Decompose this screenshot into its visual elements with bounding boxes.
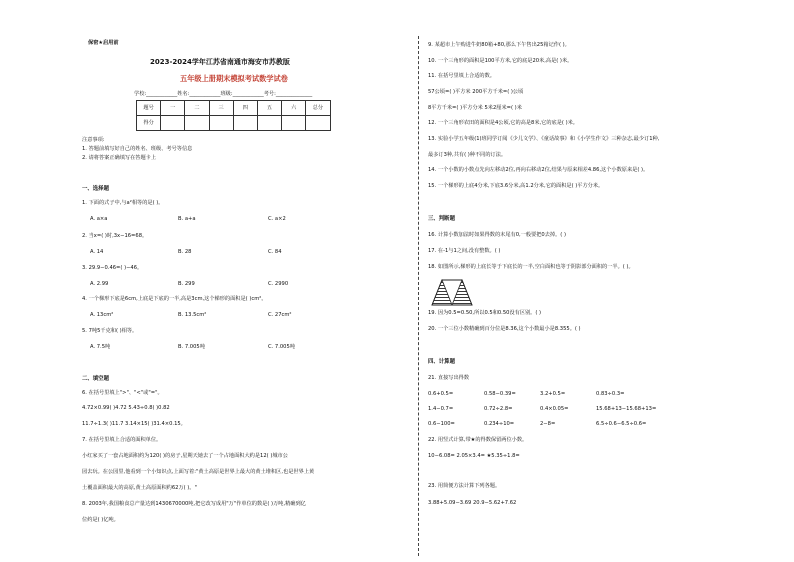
question-20: 20. 一个三位小数精确到百分位是8.36,这个小数最小是8.355。( ) [428, 326, 581, 332]
question-6-line-b: 11.7÷1.3( )11.7 3.14×15( )31.4×0.15。 [82, 421, 186, 427]
note-1: 1. 答题前填写好自己的姓名、班级、考号等信息 [82, 146, 193, 152]
question-17: 17. 在-1与1之间,没有整数。( ) [428, 248, 501, 254]
question-11-line-a: 57公顷=( )平方米 200平方千米=( )公顷 [428, 89, 524, 95]
cell: 四 [233, 101, 257, 116]
calc-item: 2−8= [540, 421, 556, 427]
option-a[interactable]: A. 7.5吨 [90, 344, 111, 350]
question-21: 21. 直接写出得数 [428, 375, 470, 381]
question-13: 13. 实验小学五年级(1)班同学订阅《少儿文学》、《童话故事》和《小学生作文》三种杂志,最少订1种, [428, 136, 660, 142]
score-input[interactable] [233, 116, 257, 131]
trapezoid-figure [430, 278, 474, 306]
cell: 总分 [306, 101, 330, 116]
question-6: 6. 在括号里填上">"、"<"或"="。 [82, 390, 163, 396]
question-7: 7. 在括号里填上合适的面积单位。 [82, 437, 162, 443]
calc-item: 0.6+0.5= [428, 391, 454, 397]
section-calc: 四、计算题 [428, 359, 455, 365]
score-input[interactable] [209, 116, 233, 131]
calc-item: 15.68+13−15.68+13= [596, 406, 657, 412]
question-18: 18. 如图所示,梯形的上底长等于下底长的一半,空白面积也等于阴影部分面积的一半。( )。 [428, 264, 634, 270]
cell: 题号 [137, 101, 161, 116]
question-14: 14. 一个小数的小数点先向左移动2位,再向右移动2位,结果与原来相差4.86,这个小数原来是( )。 [428, 167, 649, 173]
option-c[interactable]: C. 2990 [268, 281, 289, 287]
question-4: 4. 一个梯形下底是6cm,上底是下底的一半,高是3cm,这个梯形的面积是( )cm²。 [82, 296, 267, 302]
question-13-line-b: 最多订3种,共有( )种不同的订法。 [428, 152, 507, 158]
question-23-items: 3.88+5.09−3.69 20.9−5.62+7.62 [428, 500, 517, 506]
column-divider [418, 36, 419, 556]
question-2: 2. 当x=( )时,3x−16=68。 [82, 233, 148, 239]
calc-item: 0.4×0.05= [540, 406, 569, 412]
cell: 得分 [137, 116, 161, 131]
cell: 六 [282, 101, 306, 116]
question-15: 15. 一个梯形的上底4分米,下底3.6分米,高1.2分米,它的面积是( )平方分米。 [428, 183, 604, 189]
calc-item: 6.5÷0.6−6.5÷0.6= [596, 421, 647, 427]
option-a[interactable]: A. 14 [90, 249, 104, 255]
calc-item: 0.58−0.39= [484, 391, 516, 397]
score-input[interactable] [161, 116, 185, 131]
score-input[interactable] [306, 116, 330, 131]
question-5: 5. 7吨5千克和( )相等。 [82, 328, 138, 334]
question-7-line-c: 土覆盖面积最大的高原,黄土高原面积约62万( )。" [82, 485, 197, 491]
question-8: 8. 2003年,我国粮食总产量达到1430670000吨,把它改写成用"万"作单位的数是( )万吨,精确到亿 [82, 501, 306, 507]
question-11: 11. 在括号里填上合适的数。 [428, 73, 495, 79]
score-input[interactable] [185, 116, 209, 131]
question-3: 3. 29.9−0.46=( )−46。 [82, 265, 143, 271]
question-10: 10. 一个三角形的面积是100平方米,它的底是20米,高是( )米。 [428, 58, 573, 64]
calc-item: 0.83÷0.3= [596, 391, 625, 397]
section-judge: 三、判断题 [428, 216, 455, 222]
option-b[interactable]: B. 7.005吨 [178, 344, 205, 350]
question-11-line-b: 8平方千米=( )平方分米 5米2厘米=( )米 [428, 105, 522, 111]
note-2: 2. 请将答案正确填写在答题卡上 [82, 155, 157, 161]
question-22-items: 10−6.08= 2.05×3.4= ★5.35÷1.8= [428, 453, 520, 459]
option-a[interactable]: A. a×a [90, 216, 108, 222]
option-a[interactable]: A. 2.99 [90, 281, 109, 287]
question-6-line-a: 4.72×0.99( )4.72 5.43÷0.8( )0.82 [82, 405, 170, 411]
score-input[interactable] [282, 116, 306, 131]
exam-subtitle: 五年级上册期末模拟考试数学试卷 [180, 74, 288, 83]
question-22: 22. 用竖式计算,带★的得数保留两位小数。 [428, 437, 528, 443]
calc-item: 0.234÷10= [484, 421, 515, 427]
option-c[interactable]: C. 7.005吨 [268, 344, 295, 350]
score-header-row [137, 101, 331, 116]
option-c[interactable]: C. 27cm² [268, 312, 292, 318]
calc-item: 0.72÷2.8= [484, 406, 513, 412]
notes-title: 注意事项: [82, 137, 105, 143]
calc-item: 0.6−100= [428, 421, 455, 427]
option-c[interactable]: C. 84 [268, 249, 282, 255]
score-input[interactable] [257, 116, 281, 131]
section-choice: 一、选择题 [82, 186, 109, 192]
question-16: 16. 计算小数加法时如果得数的末尾有0,一般要把0去掉。( ) [428, 232, 566, 238]
score-value-row [137, 116, 331, 131]
cell: 三 [209, 101, 233, 116]
section-fill: 二、填空题 [82, 376, 109, 382]
option-c[interactable]: C. a×2 [268, 216, 286, 222]
cell: 二 [185, 101, 209, 116]
option-b[interactable]: B. 299 [178, 281, 195, 287]
calc-item: 3.2+0.5= [540, 391, 566, 397]
question-23: 23. 用简便方法计算下列各题。 [428, 483, 501, 489]
option-a[interactable]: A. 13cm² [90, 312, 114, 318]
question-7-line-a: 小红家买了一套占地面积约为120( )的房子,星期天她去了一个占地面积大约是12( )城市公 [82, 453, 288, 459]
exam-title: 2023-2024学年江苏省南通市海安市苏教版 [150, 58, 290, 66]
question-19: 19. 因为0.5=0.50,所以0.5和0.50没有区别。( ) [428, 310, 542, 316]
question-1: 1. 下面的式子中,与a²相等的是( )。 [82, 200, 164, 206]
option-b[interactable]: B. a+a [178, 216, 196, 222]
score-table [136, 100, 331, 131]
question-8-line-b: 位约是( )亿吨。 [82, 517, 119, 523]
calc-item: 1.4−0.7= [428, 406, 454, 412]
question-9: 9. 某超市上午购进牛奶80箱+80,那么下午售出25箱记作( )。 [428, 42, 570, 48]
option-b[interactable]: B. 28 [178, 249, 192, 255]
cell: 五 [257, 101, 281, 116]
student-info-line: 学校:____________姓名:____________班级:____________考号:______________ [134, 91, 313, 97]
option-b[interactable]: B. 13.5cm² [178, 312, 207, 318]
secret-label: 保密★启用前 [88, 40, 119, 46]
question-7-line-b: 园去玩。在公园里,他看到一个小知识点,上面写着:"黄土高原是世界上最大的黄土堆积区,也是世界上黄 [82, 469, 315, 475]
cell: 一 [161, 101, 185, 116]
question-12: 12. 一个三角形农田的面积是4公顷,它的高是8米,它的底是( )米。 [428, 120, 578, 126]
